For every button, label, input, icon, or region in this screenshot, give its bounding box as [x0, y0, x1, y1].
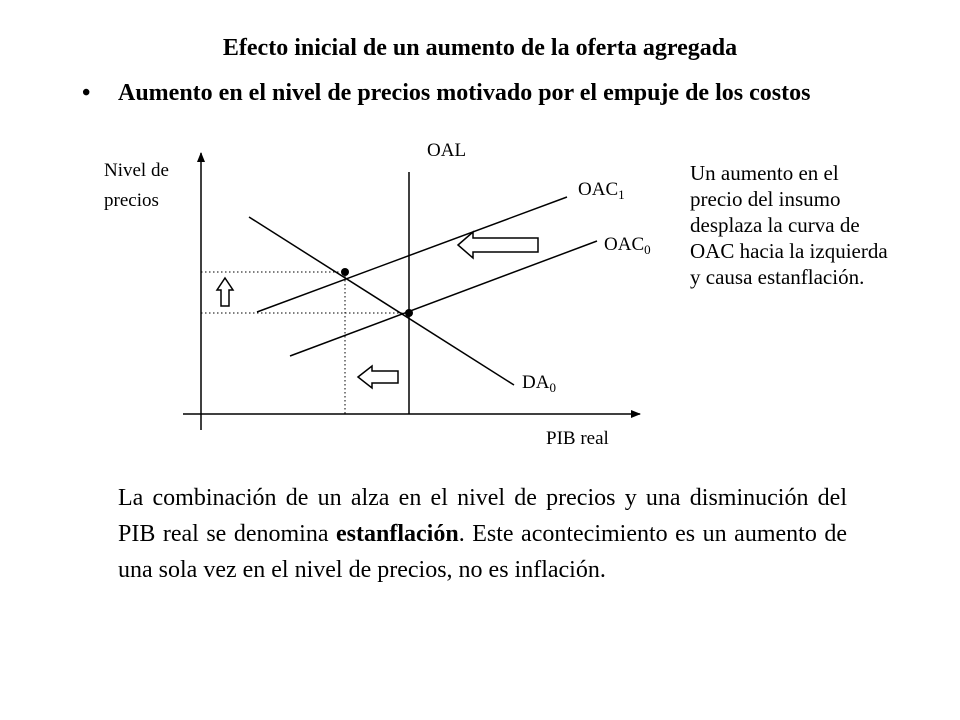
conclusion-paragraph: La combinación de un alza en el nivel de precios y una disminución del PIB real se denomina estanflación. Este acontecimiento es un aumento de una sola vez en el nivel de precios, no es inflación. — [118, 485, 847, 583]
output-down-arrow — [358, 366, 398, 388]
slide-title: Efecto inicial de un aumento de la oferta agregada — [222, 35, 738, 61]
price-up-arrow — [217, 278, 233, 306]
shift-left-arrow — [458, 232, 538, 258]
oac0-label: $OAC_0$ — [604, 234, 651, 257]
oal-label: OAL — [427, 140, 467, 161]
oac0-curve — [290, 241, 597, 356]
bullet-marker: • — [82, 80, 91, 106]
equilibrium-old — [405, 309, 413, 317]
equilibrium-new — [341, 268, 349, 276]
da0-label: $DA_0$ — [522, 372, 556, 395]
side-note: Un aumento en el precio del insumo desplaza la curva de OAC hacia la izquierda y causa estanflación. — [690, 161, 888, 289]
y-axis-label-line1: Nivel de — [104, 160, 169, 181]
y-axis-label-line2: precios — [104, 190, 159, 211]
oac1-curve — [257, 197, 567, 312]
x-axis-label: PIB real — [546, 428, 609, 449]
bullet-text: Aumento en el nivel de precios motivado por el empuje de los costos — [118, 80, 811, 106]
oac1-label: $OAC_1$ — [578, 179, 625, 202]
